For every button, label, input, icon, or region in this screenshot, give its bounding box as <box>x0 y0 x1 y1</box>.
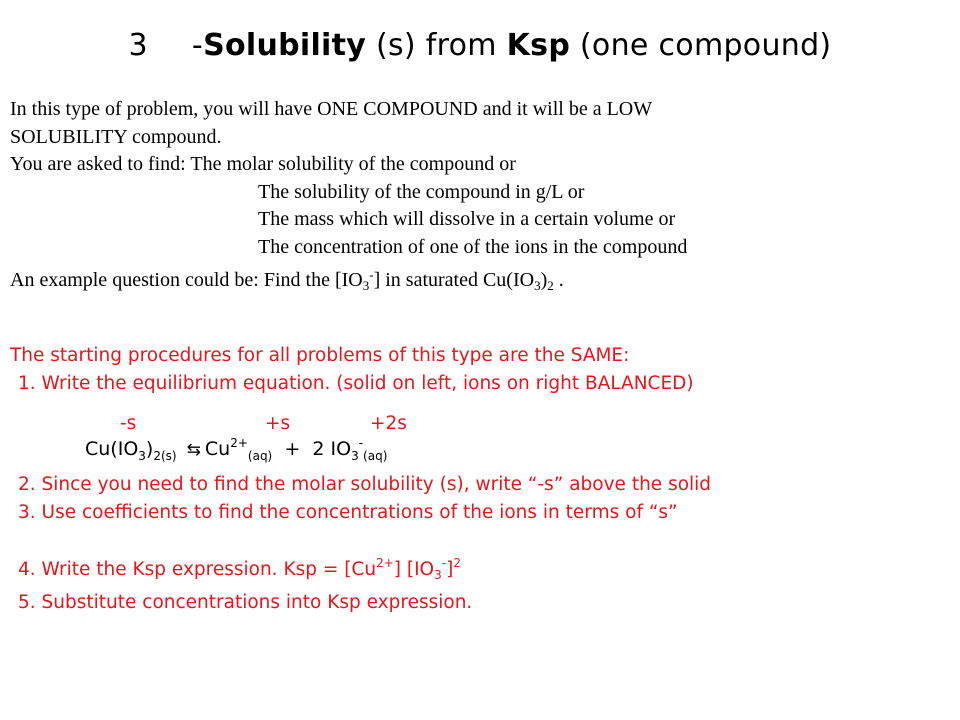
title-dash: - <box>191 28 204 63</box>
equilibrium-equation: $Cu(IO_3)_{2(s)}$ ⇆ $Cu^{2+}_{(aq)} + 2$ $IO_3^-_{(aq)}$ <box>85 436 388 463</box>
intro-line-3: You are asked to find: The molar solubility of the compound or <box>10 153 516 175</box>
step-3: 3. Use coefficients to find the concentrations of the ions in terms of “s” <box>18 502 678 523</box>
page-title <box>0 28 960 63</box>
intro-line-5: The mass which will dissolve in a certain volume or <box>258 208 676 230</box>
step-2: 2. Since you need to find the molar solubility (s), write “-s” above the solid <box>18 474 712 495</box>
title-ksp: Ksp <box>506 28 571 63</box>
intro-line-6: The concentration of one of the ions in the compound <box>258 235 688 258</box>
step-5: 5. Substitute concentrations into Ksp expression. <box>18 592 473 613</box>
intro-line-4: The solubility of the compound in g/L or <box>258 180 585 203</box>
title-solubility: Solubility <box>203 28 367 63</box>
procedure-heading: The starting procedures for all problems of this type are the SAME: <box>10 345 630 366</box>
equilibrium-arrow-icon: ⇆ <box>186 440 201 460</box>
step-1: 1. Write the equilibrium equation. (solid on left, ions on right BALANCED) <box>18 373 694 394</box>
step-4: 4. Write the Ksp expression. Ksp = $[Cu^{2+}]$ $[IO_3^-]^2$ <box>18 556 461 582</box>
title-number: 3 <box>128 28 148 63</box>
title-part3: (one compound) <box>570 28 832 63</box>
intro-line-1: In this type of problem, you will have ONE COMPOUND and it will be a LOW <box>10 98 653 120</box>
example-question: An example question could be: Find the $[IO_3^-]$ in saturated $Cu(IO_3)_2$ . <box>10 267 564 293</box>
intro-paragraph <box>10 96 930 300</box>
conc-solid-label: -s <box>120 413 137 434</box>
conc-cation-label: +s <box>265 413 291 434</box>
conc-anion-label: +2s <box>370 413 407 434</box>
procedure-intro <box>10 342 955 398</box>
procedure-steps-4-5 <box>18 549 958 617</box>
intro-line-2: SOLUBILITY compound. <box>10 125 222 148</box>
title-part2: (s) from <box>366 28 507 63</box>
procedure-steps-2-3 <box>18 471 958 527</box>
